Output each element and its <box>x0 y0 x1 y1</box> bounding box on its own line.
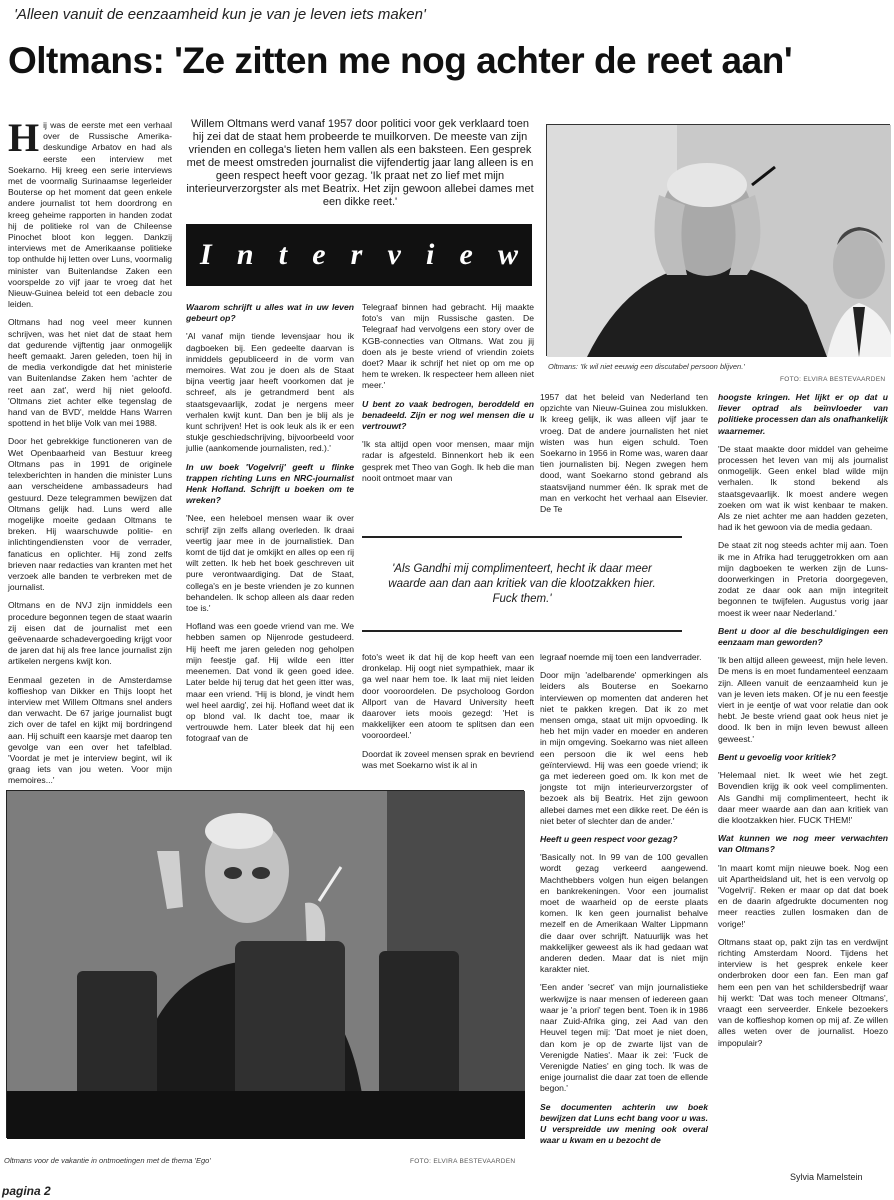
intro-text: Willem Oltmans werd vanaf 1957 door politici voor gek verklaard toen hij zei dat de staat hem probeerde te muilkorven. De meeste van zijn vrienden en collega's lieten hem vallen als een baksteen. Een gesprek met de meest omstreden journalist die vijfendertig jaar lang alleen is en geen respect heeft voor gezag. 'Ik praat net zo lief met mijn interieurverzorgster als met Beatrix. Het zijn gewoon allebei dames met een dikke reet.' <box>186 118 534 208</box>
paragraph: De staat zit nog steeds achter mij aan. Toen ik me in Afrika had teruggetrokken om aan mijn dagboeken te werken zijn de Luns-doorwerkingen in Pretoria doorgegeven, zodat ze daar ook aan mijn integriteit begonnen te twijfelen. Augustus vorig jaar moest ik weer naar Nederland.' <box>718 540 888 618</box>
pull-quote: 'Als Gandhi mij complimenteert, hecht ik daar meer waarde aan dan aan kritiek van die klootzakken hier. Fuck them.' <box>362 536 682 632</box>
column-4-top <box>540 392 708 526</box>
column-3-bottom-body <box>362 652 534 771</box>
paragraph: Doordat ik zoveel mensen sprak en bevriend was met Soekarno wist ik al in <box>362 748 534 770</box>
banner-letter: e <box>459 238 473 271</box>
caption-bottom: Oltmans voor de vakantie in ontmoetingen met de thema 'Ego' <box>4 1156 211 1165</box>
photo-oltmans-cigarette <box>6 790 524 1138</box>
column-1-body <box>8 115 172 787</box>
paragraph: Telegraaf binnen had gebracht. Hij maakte foto's van mijn Russische gasten. De Telegraaf had vervolgens een story over de KGB-connecties van Oltmans. Wat zou jij doen als je beste vriend of vriendin zoiets doet? Maar ik schrijf het niet op om me op hem te wreken. Ik respecteer hem alleen niet meer.' <box>362 302 534 391</box>
interview-banner <box>186 224 532 286</box>
interview-question: Wat kunnen we nog meer verwachten van Oltmans? <box>718 833 888 855</box>
banner-letter: n <box>236 238 254 271</box>
column-1 <box>8 115 172 786</box>
credit-top: FOTO: ELVIRA BESTEVAARDEN <box>780 376 886 383</box>
banner-letter: w <box>497 238 518 271</box>
banner-letter: r <box>350 238 363 271</box>
paragraph: 'Al vanaf mijn tiende levensjaar hou ik dagboeken bij. Een gedeelte daarvan is inmiddels gepubliceerd in de vorm van memoires. Wat zou je doen als de Staat bijna veertig jaar heeft voorkomen dat je schreef, als je getrandmerd bent als staatsgevaarlijk, zodat je nergens meer verhalen kwijt kunt. Dan ben je blij als je kunt schrijven! Het is ook leuk als ik er een stukje geschiedschrijving, bijvoorbeeld voor jullie (aankomende journalisten, red.).' <box>186 331 354 454</box>
dropcap: H <box>8 115 40 160</box>
banner-letter: e <box>312 238 326 271</box>
interview-question: Se documenten achterin uw boek bewijzen dat Luns echt bang voor u was. U verspreidde uw mening ook overal waar u kwam en u bezocht de <box>540 1101 708 1146</box>
kicker: 'Alleen vanuit de eenzaamheid kun je van je leven iets maken' <box>14 6 426 23</box>
paragraph: 'Ik ben altijd alleen geweest, mijn hele leven. De mens is en moet fundamenteel eenzaam zijn. Alleen vanuit de eenzaamheid kun je van je leven iets maken. Of je nu een feestje viert in je eentje of wat voor relatie dan ook hebt. Je beste vriend gaat ook heus niet je dood. Ik ben in mijn leven bewust alleen geweest.' <box>718 655 888 744</box>
paragraph: 'Basically not. In 99 van de 100 gevallen wordt gezag verkeerd aangewend. Machthebbers volgen hun eigen belangen en bankrekeningen. Voor een journalist moet de waarheid op de eerste plaats komen. Ik ken geen journalist behalve mezelf en de Amerikaan Walter Lippmann die daar over schrijft. Natuurlijk was het makkelijker geweest als ik had gedaan wat anderen deden. Maar dat is niet mijn karakter niet. <box>540 852 708 975</box>
column-5 <box>718 392 888 1162</box>
column-5-body <box>718 392 888 1049</box>
column-3-top <box>362 302 534 528</box>
interview-question: U bent zo vaak bedrogen, beroddeld en benadeeld. Zijn er nog wel mensen die u vertrouwt? <box>362 398 534 432</box>
banner-letter: I <box>200 238 212 271</box>
column-4-bottom <box>540 652 708 1162</box>
page-number: pagina 2 <box>2 1184 51 1198</box>
column-3-bottom <box>362 652 534 782</box>
banner-letter: t <box>278 238 288 271</box>
interview-question: Heeft u geen respect voor gezag? <box>540 834 678 845</box>
banner-letter: i <box>426 238 435 271</box>
paragraph: Oltmans had nog veel meer kunnen schrijven, was het niet dat de staat hem dat gedurende vijftentig jaar onmogelijk heeft gemaakt. Jaren geleden, toen hij in de media verkondigde dat het ministerie van Buitenlandse Zaken hem 'achter de reet aan zat', werd hij niet geloofd. 'Oltmans ziet achter elke tegenslag de hand van de BVD', meldde Hans Warren spottend in het blije Volk van mei 1988. <box>8 317 172 429</box>
paragraph: legraaf noemde mij toen een landverrader. <box>540 652 702 662</box>
interview-question: Waarom schrijft u alles wat in uw leven gebeurt op? <box>186 302 354 324</box>
paragraph: Door het gebrekkige functioneren van de Wet Openbaarheid van Bestuur kreeg Oltmans pas in 1991 de originele telexberichten in handen die minister Luns aan verscheidene ambassadeurs had gestuurd. Deze telegrammen bewijzen dat Oltmans gelijk had. Luns werd alle mogelijke moeite gedaan Oltmans te breken. Hij waarschuwde politie- en inlichtingendiensten voor de verrader, fanaticus en oplichter. Hij zond zelfs brieven naar redacties van kranten met het verzoek alle banden te verbreken met de journalist. <box>8 436 172 593</box>
author-credit: Sylvia Mamelstein <box>790 1172 863 1182</box>
paragraph: 'In maart komt mijn nieuwe boek. Nog een uit Apartheidsland uit, het is een vervolg op 'Vogelvrij'. Reken er maar op dat dat boek en de daarin afgedrukte documenten nog meer reacties zullen losmaken dan de vorige!' <box>718 862 888 929</box>
column-4-top-body <box>540 392 708 515</box>
paragraph: Eenmaal gezeten in de Amsterdamse koffieshop van Dikker en Thijs loopt het interview met Willem Oltmans snel anders dan verwacht. De 67 jarige journalist bugt zich over de tafel en kijkt mij bordringend aan. Hij schuift een kaarsje met daarop ten gevolge van een over het tafelblad. 'Voordat je met je interview begint, wil ik graag iets van jou weten. Voor mijn memoires...' <box>8 674 172 786</box>
paragraph: Door mijn 'adelbarende' opmerkingen als leiders als Bouterse en Soekarno interviewen op momenten dat anderen het niet te pakken kregen. Dat ik zo met mensen omga, staat uit mijn opvoeding. Ik heb het mijn vader en moeder en anderen in mijn omgeving. Soekarno was niet alleen een persoon die ik wel eens heb geïnterviewd. Hij was een goede vriend; ik ga met iedereen goed om. Ik kon met de jongste tot mijn interieurverzorgster of bezoek als bij Beatrix. Het zijn gewoon allebei dames met een dikke reet. De één is niet beter of slechter dan de ander.' <box>540 670 708 826</box>
paragraph: 'De staat maakte door middel van geheime processen het leven van mij als journalist onmogelijk. Geen enkel blad wilde mijn verhalen. Ik stond bekend als staatsgevaarlijk. Ik moest andere wegen zoeken om wat ik wist kenbaar te maken. Als ze niet achter me aan hadden gezeten, had ik het gewoon via de media gedaan. <box>718 443 888 533</box>
photo-oltmans-hands <box>546 124 890 356</box>
paragraph: Oltmans en de NVJ zijn inmiddels een procedure begonnen tegen de staat waarin zij eisen dat de journalist met een geëvenaarde schadevergoeding krijgt voor de jaren dat hij als free lance journalist zijn artikelen nergens kwijt kon. <box>8 600 172 667</box>
photo-bottom-illustration <box>7 791 525 1139</box>
paragraph: 'Ik sta altijd open voor mensen, maar mijn radar is afgesteld. Binnenkort heb ik een gesprek met Theo van Gogh. Ik heb die man nooit ontmoet maar van <box>362 439 534 483</box>
interview-question: hoogste kringen. Het lijkt er op dat u liever optrad als beïnvloeder van politieke processen dan als onafhankelijk waarnemer. <box>718 392 888 436</box>
paragraph: ij was de eerste met een verhaal over de Russische Amerika-deskundige Arbatov en had als eerste een interview met Soekarno. Hij kreeg een serie interviews met de voormalig Surinaamse legerleider Bouterse op het moment dat geen enkele andere journalist tot hem doordrong en kreeg geheime rapporten in handen zodat hij de politieke rol van de Chileense Pinochet bloot kon leggen. Dankzij interviews met de Amerikaanse politieke top onthulde hij letten over Luns, voormalig minister van Buitenlandse Zaken een voorspelde zo vijf jaar te vroeg dat het Nieuw-Guinea beleid tot een debacle zou leiden. <box>8 120 172 310</box>
credit-bottom: FOTO: ELVIRA BESTEVAARDEN <box>410 1158 516 1165</box>
column-3-top-body <box>362 302 534 484</box>
paragraph: 'Een ander 'secret' van mijn journalistieke werkwijze is naar mensen of iedereen gaan waar je 'a priori' tegen bent. Toen ik in 1986 naar Zuid-Afrika ging, zei Aad van den Heuvel tegen mij: 'Dat moet je niet doen, dan kom je op de zwarte lijst van de Verenigde Naties'. Maar ik zei: 'Fuck de Verenigde Naties' en ging toch. Ik was de enige journalist die daar zat toen de ellende begon.' <box>540 982 708 1094</box>
column-2 <box>186 302 354 780</box>
photo-top-illustration <box>547 125 891 357</box>
paragraph: foto's weet ik dat hij de kop heeft van een dronkelap. Hij oogt niet sympathiek, maar ik ga wel naar hem toe. Ik laat mij niet leiden door vooroordelen. De psycholoog Gordon Allport van de Havard University heeft daarover iets moois gezegd: 'Het is makkelijker een atoom te splitsen dan een vooroordeel.' <box>362 652 534 741</box>
column-2-body <box>186 302 354 745</box>
column-4-bottom-body <box>540 652 708 1146</box>
paragraph: 'Nee, een heleboel mensen waar ik over schrijf zijn zelfs allang overleden. Ik draai veertig jaar mee in de journalistiek. Dan komt de tijd dat je omkijkt en alles op een rij wilt zetten. Ik heb het boek geschreven uit pure verontwaardiging. Dat de Staat, collega's en je beste vrienden je zo kunnen behandelen. Ik schop alleen als daar reden toe is.' <box>186 513 354 614</box>
interview-question: In uw boek 'Vogelvrij' geeft u flinke trappen richting Luns en NRC-journalist Henk Hofland. Schrijft u boeken om te wreken? <box>186 461 354 506</box>
paragraph: 'Helemaal niet. Ik weet wie het zegt. Bovendien krijg ik ook veel complimenten. Als Gandhi mij complimenteert, hecht ik daar meer waarde aan dan aan kritiek van die klootzakken hier. FUCK THEM!' <box>718 770 888 825</box>
interview-question: Bent u door al die beschuldigingen een eenzaam man geworden? <box>718 625 888 648</box>
paragraph: Hofland was een goede vriend van me. We hebben samen op Nijenrode gestudeerd. Hij heeft me jaren geleden nog geholpen mijn feestje gaf. Hij wilde een itter meenemen. Dat vond ik geen goed idee. Later belde hij terug dat het geen itter was, maar een vriend. 'Hij is blond, je vindt hem wel heel aardig', zei hij. Hofland weet dat ik op blond val. Ik dacht toe, maar ik vertrouwde hem. Later bleek dat hij een fotograaf van de <box>186 621 354 744</box>
interview-question: Bent u gevoelig voor kritiek? <box>718 751 836 762</box>
banner-letter: v <box>387 238 401 271</box>
headline: Oltmans: 'Ze zitten me nog achter de reet aan' <box>8 40 793 81</box>
paragraph: 1957 dat het beleid van Nederland ten opzichte van Nieuw-Guinea zou mislukken. Ik kreeg gelijk, ik was alleen vijf jaar te vroeg. Dat de andere journalisten het niet wisten was hun eigen schuld. Toen Soekarno in 1956 in Rome was, waren daar tien journalisten bij. Negen zwegen hem dood, want Soekarno stond gebrand als staatsvijand nummer één. Ik sprak met de man en verkocht het verhaal aan Elsevier. De Te <box>540 392 708 515</box>
caption-top: Oltmans: 'Ik wil niet eeuwig een discutabel persoon blijven.' <box>548 362 745 371</box>
paragraph: Oltmans staat op, pakt zijn tas en verdwijnt richting Amsterdam Noord. Tijdens het interview is het gesprek enkele keer onderbroken door een fan. Een man gaf hem een pen van het schildersbedrijf waar hij werkt: 'Dat was toch meneer Oltmans', vraagt een serveerder. Enkele bezoekers van de koffieshop komen op mij af. Ze willen alles weten over de journalist. Hoezo impopulair? <box>718 936 888 1048</box>
